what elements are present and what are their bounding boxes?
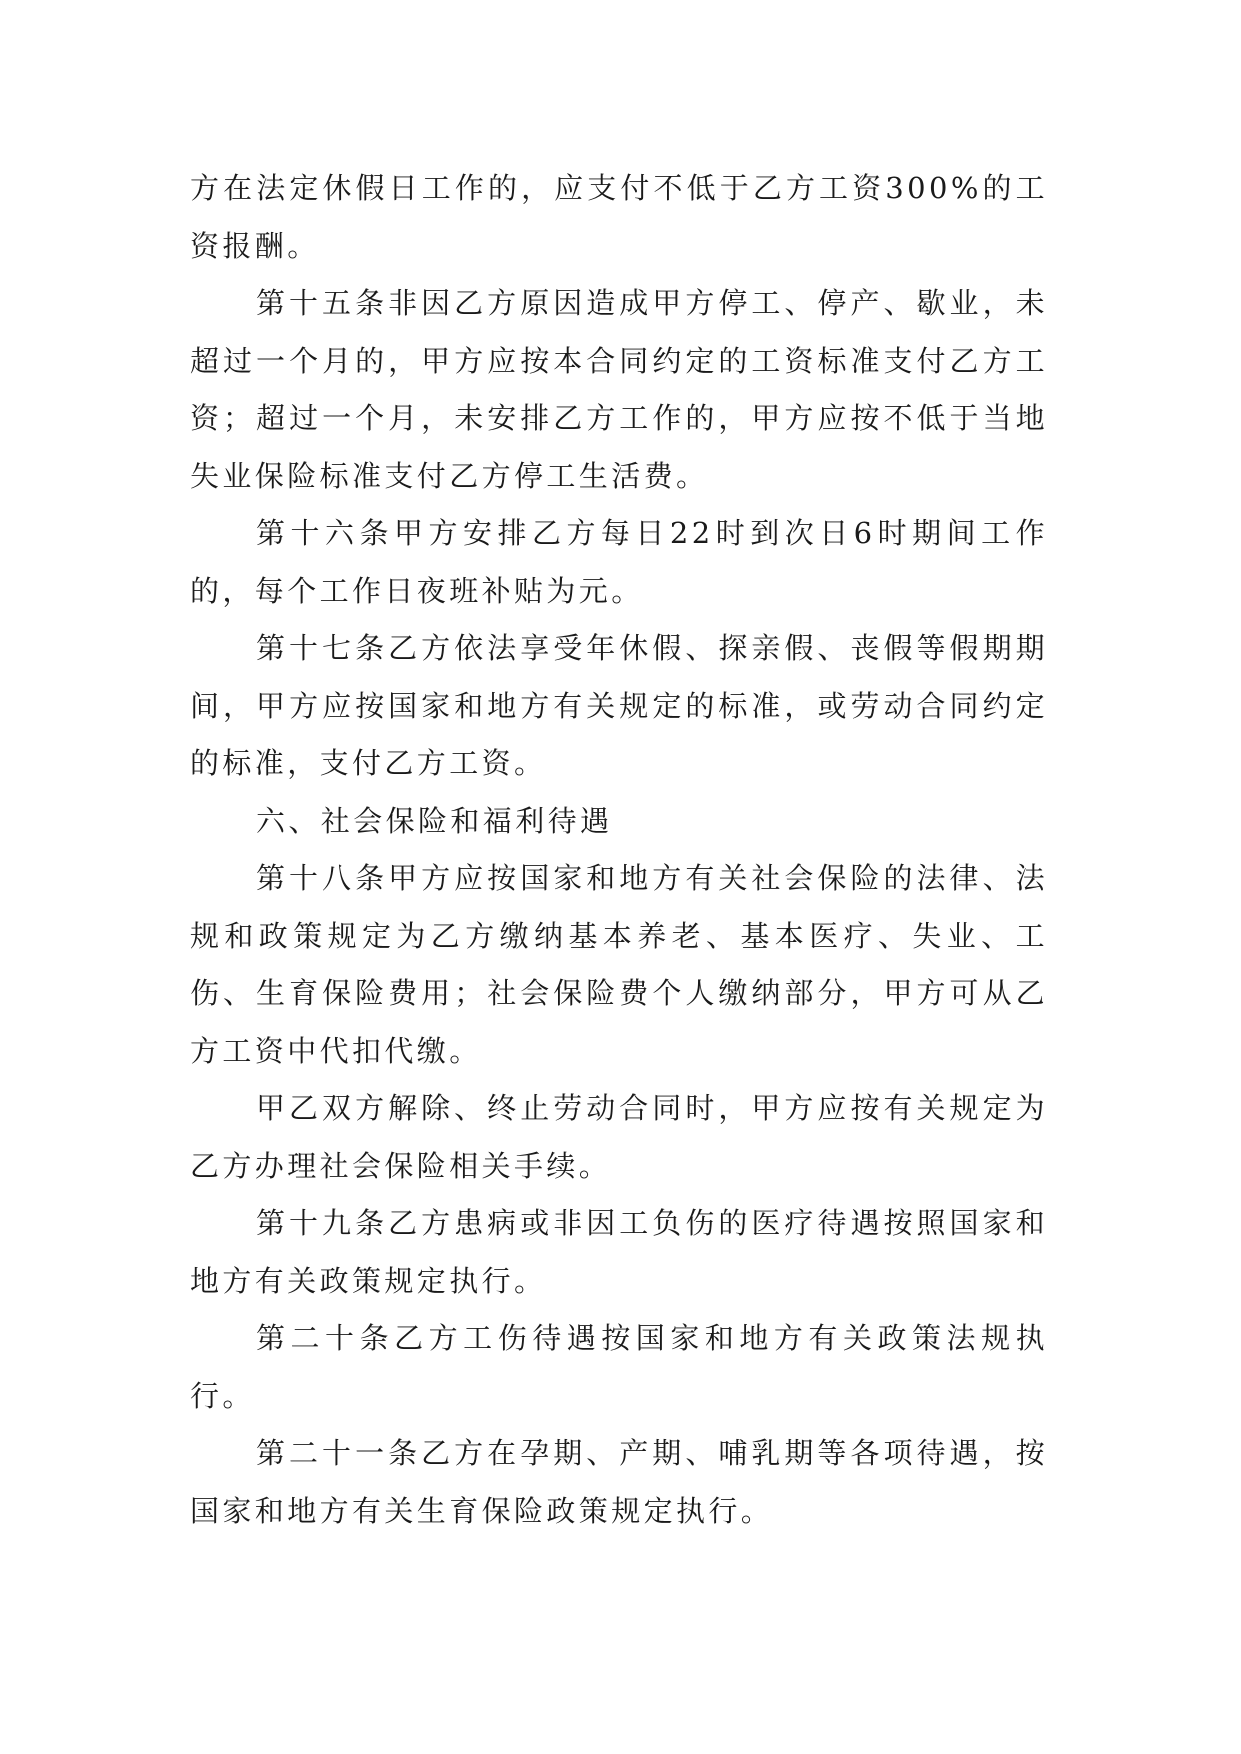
paragraph-article-16: 第十六条甲方安排乙方每日22时到次日6时期间工作的，每个工作日夜班补贴为元。	[190, 516, 1048, 608]
paragraph-continuation: 方在法定休假日工作的，应支付不低于乙方工资300%的工资报酬。	[190, 171, 1048, 263]
paragraph-article-20: 第二十条乙方工伤待遇按国家和地方有关政策法规执行。	[190, 1321, 1048, 1413]
paragraph-termination-procedures: 甲乙双方解除、终止劳动合同时，甲方应按有关规定为乙方办理社会保险相关手续。	[190, 1091, 1048, 1183]
paragraph-article-17: 第十七条乙方依法享受年休假、探亲假、丧假等假期期间，甲方应按国家和地方有关规定的标准，或劳动合同约定的标准，支付乙方工资。	[190, 631, 1048, 780]
section-heading-social-insurance: 六、社会保险和福利待遇	[256, 803, 613, 838]
paragraph-article-21: 第二十一条乙方在孕期、产期、哺乳期等各项待遇，按国家和地方有关生育保险政策规定执行。	[190, 1436, 1048, 1528]
paragraph-article-19: 第十九条乙方患病或非因工负伤的医疗待遇按照国家和地方有关政策规定执行。	[190, 1206, 1048, 1298]
paragraph-article-18: 第十八条甲方应按国家和地方有关社会保险的法律、法规和政策规定为乙方缴纳基本养老、基本医疗、失业、工伤、生育保险费用；社会保险费个人缴纳部分，甲方可从乙方工资中代扣代缴。	[190, 861, 1048, 1068]
paragraph-article-15: 第十五条非因乙方原因造成甲方停工、停产、歇业，未超过一个月的，甲方应按本合同约定的工资标准支付乙方工资；超过一个月，未安排乙方工作的，甲方应按不低于当地失业保险标准支付乙方停工生活费。	[190, 286, 1048, 493]
document-body	[190, 160, 1048, 1540]
